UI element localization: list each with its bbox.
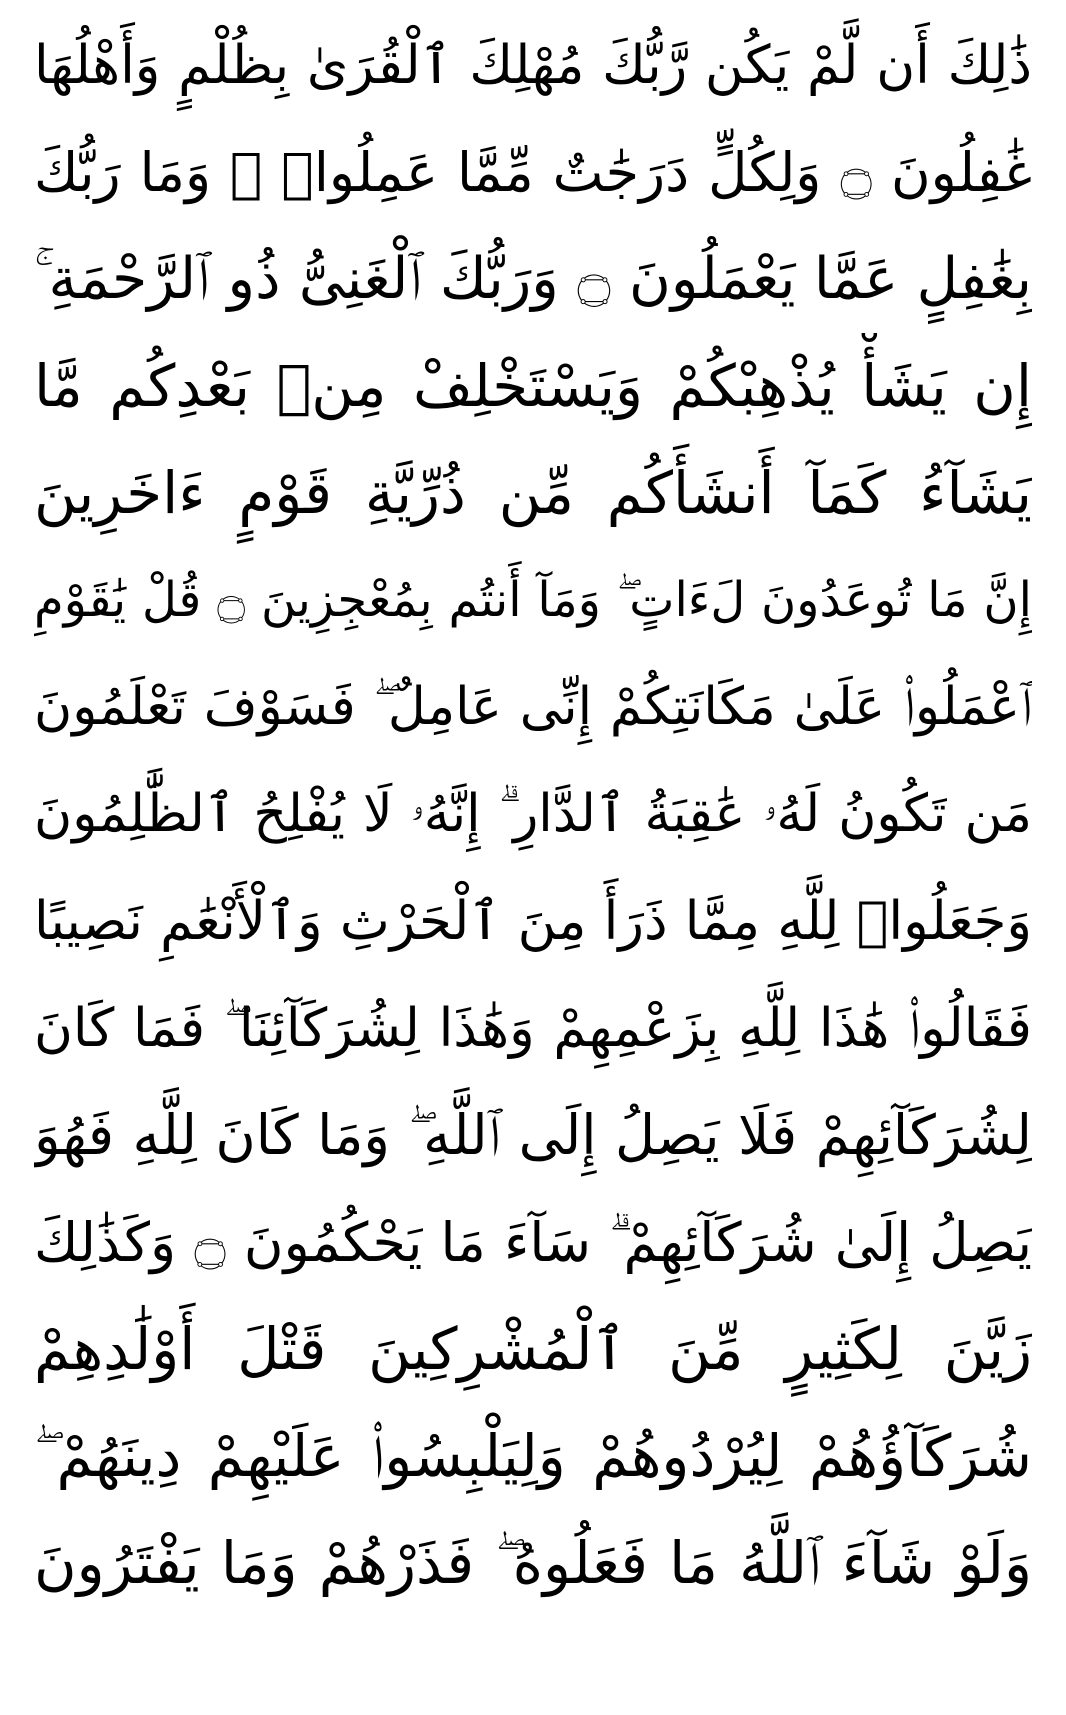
text-line-1: ذَٰلِكَ أَن لَّمْ يَكُن رَّبُّكَ مُهْلِكَ ٱلْقُرَىٰ بِظُلْمٍ وَأَهْلُهَا xyxy=(34,35,1032,96)
text-line-5: يَشَآءُ كَمَآ أَنشَأَكُم مِّن ذُرِّيَّةِ قَوْمٍ ءَاخَرِينَ xyxy=(34,459,1032,527)
text-line-6: إِنَّ مَا تُوعَدُونَ لَءَاتٍ ۖ وَمَآ أَنتُم بِمُعْجِزِينَ ۝ قُلْ يَٰقَوْمِ xyxy=(34,572,1032,628)
text-line-7: ٱعْمَلُوا۟ عَلَىٰ مَكَانَتِكُمْ إِنِّى عَامِلٌ ۖ فَسَوْفَ تَعْلَمُونَ xyxy=(34,677,1032,737)
text-line-11: لِشُرَكَآئِهِمْ فَلَا يَصِلُ إِلَى ٱللَّهِ ۖ وَمَا كَانَ لِلَّهِ فَهُوَ xyxy=(34,1103,1032,1167)
text-line-9: وَجَعَلُوا۟ لِلَّهِ مِمَّا ذَرَأَ مِنَ ٱلْحَرْثِ وَٱلْأَنْعَٰمِ نَصِيبًا xyxy=(34,891,1032,952)
text-line-10: فَقَالُوا۟ هَٰذَا لِلَّهِ بِزَعْمِهِمْ وَهَٰذَا لِشُرَكَآئِنَا ۖ فَمَا كَانَ xyxy=(34,998,1032,1059)
text-line-12: يَصِلُ إِلَىٰ شُرَكَآئِهِمْ ۗ سَآءَ مَا يَحْكُمُونَ ۝ وَكَذَٰلِكَ xyxy=(34,1211,1032,1274)
text-line-14: شُرَكَآؤُهُمْ لِيُرْدُوهُمْ وَلِيَلْبِسُوا۟ عَلَيْهِمْ دِينَهُمْ ۖ xyxy=(34,1422,1032,1490)
text-line-8: مَن تَكُونُ لَهُۥ عَٰقِبَةُ ٱلدَّارِ ۗ إِنَّهُۥ لَا يُفْلِحُ ٱلظَّٰلِمُونَ xyxy=(34,784,1032,844)
text-line-2: غَٰفِلُونَ ۝ وَلِكُلٍّ دَرَجَٰتٌ مِّمَّا عَمِلُوا۟ ۚ وَمَا رَبُّكَ xyxy=(34,141,1032,204)
text-line-15: وَلَوْ شَآءَ ٱللَّهُ مَا فَعَلُوهُ ۖ فَذَرْهُمْ وَمَا يَفْتَرُونَ xyxy=(34,1529,1032,1597)
text-line-3: بِغَٰفِلٍ عَمَّا يَعْمَلُونَ ۝ وَرَبُّكَ ٱلْغَنِىُّ ذُو ٱلرَّحْمَةِ ۚ xyxy=(34,246,1032,312)
text-line-13: زَيَّنَ لِكَثِيرٍ مِّنَ ٱلْمُشْرِكِينَ قَتْلَ أَوْلَٰدِهِمْ xyxy=(34,1315,1032,1383)
text-line-4: إِن يَشَأْ يُذْهِبْكُمْ وَيَسْتَخْلِفْ مِنۢ بَعْدِكُم مَّا xyxy=(34,352,1032,420)
